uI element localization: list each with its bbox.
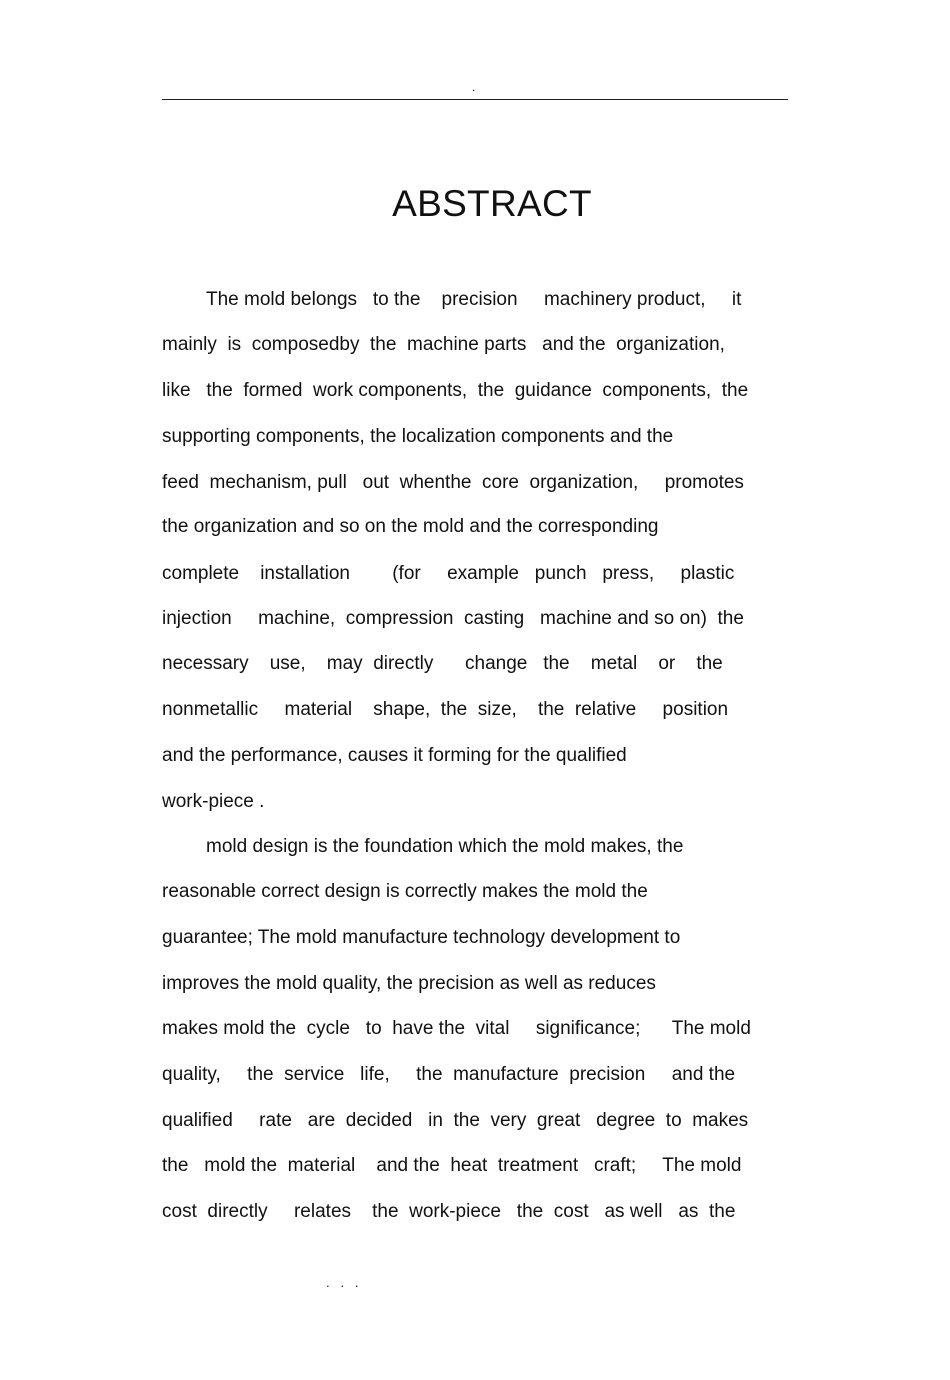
text-line: necessary use, may directly change the metal or the xyxy=(162,653,723,674)
text-line: complete installation (for example punch press, plastic xyxy=(162,563,735,584)
text-line: supporting components, the localization components and the xyxy=(162,426,674,447)
header-rule xyxy=(162,99,788,100)
text-line: work-piece . xyxy=(162,791,265,812)
text-line: injection machine, compression casting machine and so on) the xyxy=(162,608,744,629)
text-line: and the performance, causes it forming for the qualified xyxy=(162,745,627,766)
abstract-title: ABSTRACT xyxy=(392,183,592,224)
header-mark: . xyxy=(472,80,476,94)
text-line: reasonable correct design is correctly makes the mold the xyxy=(162,881,648,902)
text-line: the organization and so on the mold and the corresponding xyxy=(162,516,659,537)
text-line: qualified rate are decided in the very great degree to makes xyxy=(162,1110,749,1131)
text-line: mold design is the foundation which the mold makes, the xyxy=(206,836,684,857)
text-line: The mold belongs to the precision machinery product, it xyxy=(206,289,742,310)
text-line: cost directly relates the work-piece the cost as well as the xyxy=(162,1201,736,1222)
text-line: mainly is composedby the machine parts and the organization, xyxy=(162,334,725,355)
text-line: quality, the service life, the manufacture precision and the xyxy=(162,1064,736,1085)
text-line: makes mold the cycle to have the vital significance; The mold xyxy=(162,1018,751,1039)
text-line: the mold the material and the heat treatment craft; The mold xyxy=(162,1155,742,1176)
text-line: nonmetallic material shape, the size, the relative position xyxy=(162,699,729,720)
footer-mark: . . . xyxy=(326,1275,359,1290)
text-line: guarantee; The mold manufacture technology development to xyxy=(162,927,681,948)
text-line: improves the mold quality, the precision as well as reduces xyxy=(162,973,656,994)
text-line: like the formed work components, the guidance components, the xyxy=(162,380,749,401)
text-line: feed mechanism, pull out whenthe core organization, promotes xyxy=(162,472,744,493)
